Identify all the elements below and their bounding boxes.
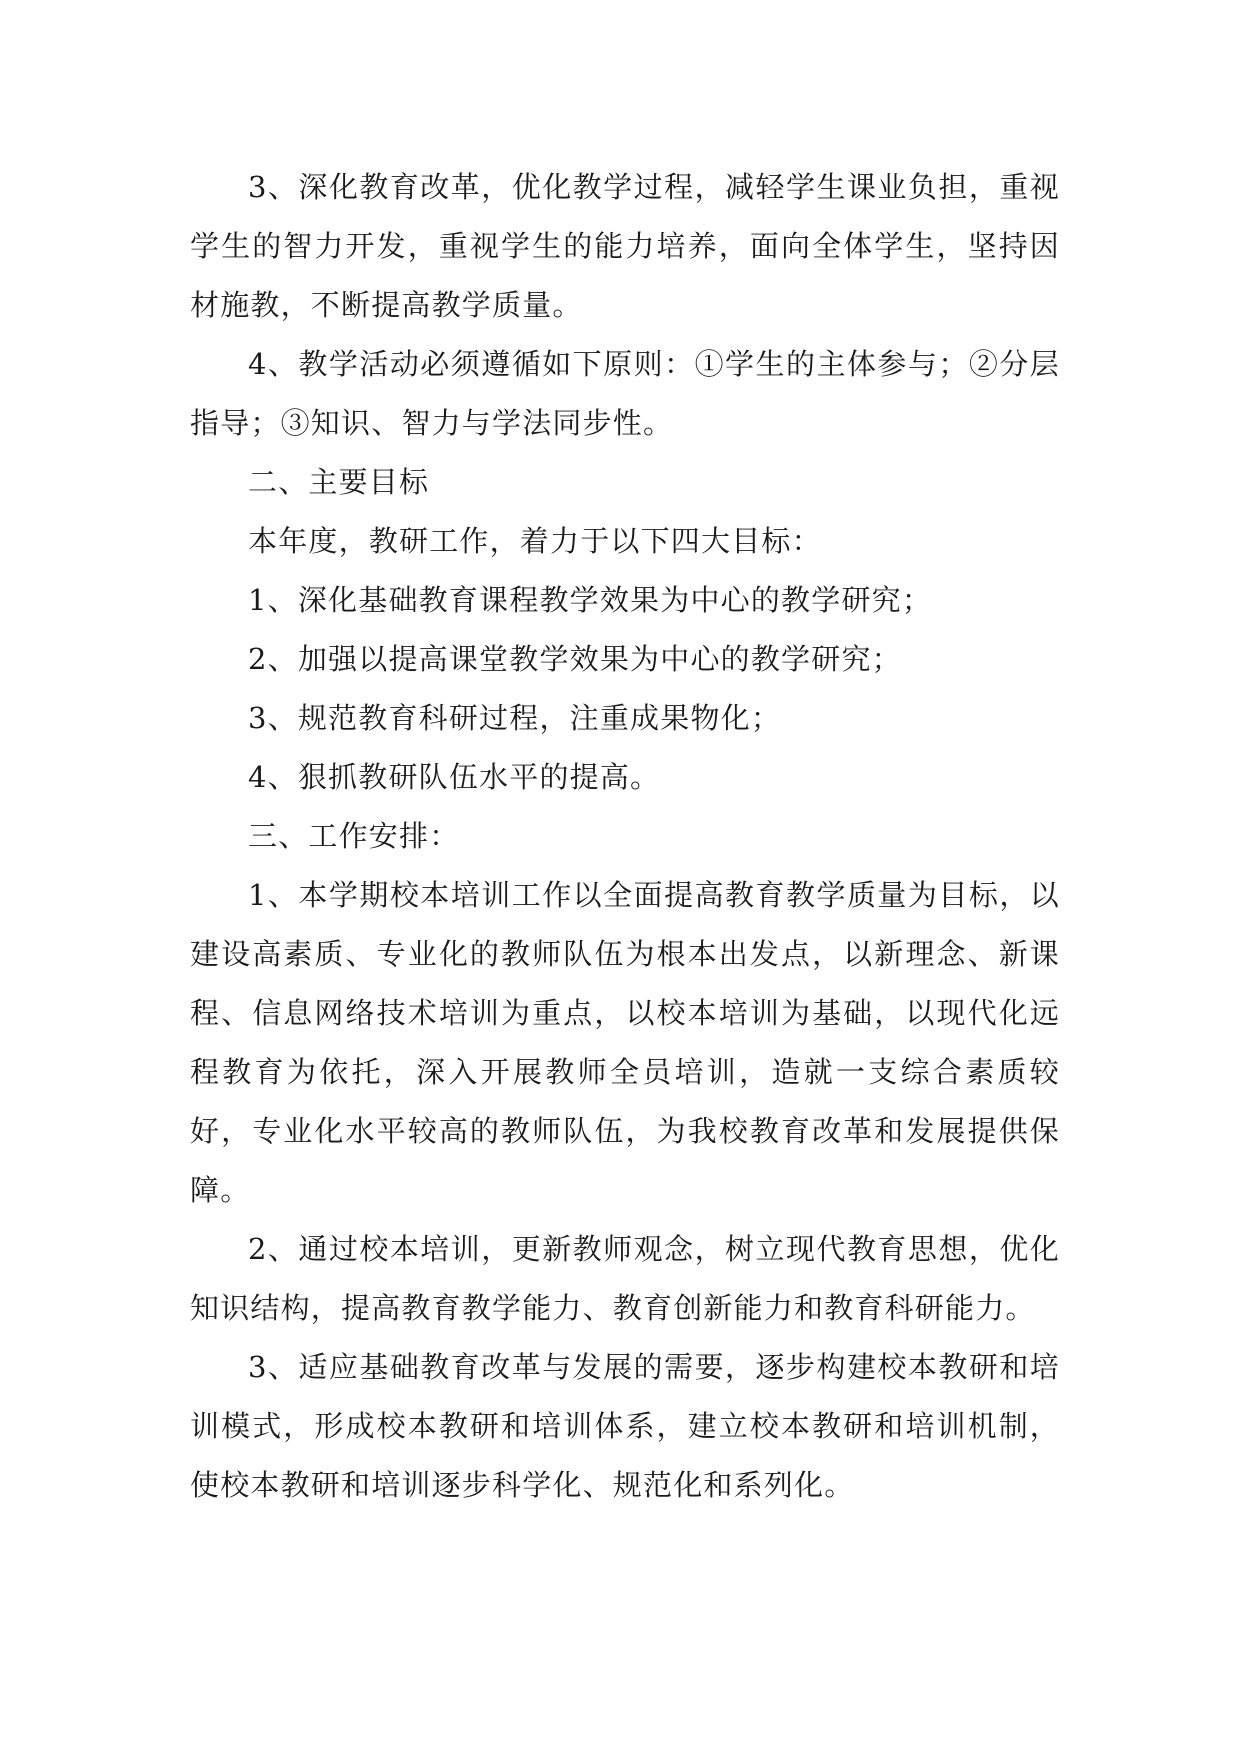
arrangement-item-3: 3、适应基础教育改革与发展的需要，逐步构建校本教研和培训模式，形成校本教研和培训体系，建立校本教研和培训机制，使校本教研和培训逐步科学化、规范化和系列化。 — [190, 1350, 1060, 1502]
paragraph-goals-intro: 本年度，教研工作，着力于以下四大目标： — [248, 524, 822, 558]
arrangement-item-2: 2、通过校本培训，更新教师观念，树立现代教育思想，优化知识结构，提高教育教学能力、教育创新能力和教育科研能力。 — [190, 1232, 1060, 1325]
goal-item-3: 3、规范教育科研过程，注重成果物化； — [248, 701, 782, 735]
goal-item-2: 2、加强以提高课堂教学效果为中心的教学研究； — [248, 642, 902, 676]
section-heading-work-arrangement: 三、工作安排： — [248, 819, 460, 853]
paragraph-principles-point-4: 4、教学活动必须遵循如下原则：①学生的主体参与；②分层指导；③知识、智力与学法同步性。 — [190, 347, 1060, 440]
goal-item-1: 1、深化基础教育课程教学效果为中心的教学研究； — [248, 583, 933, 617]
document-body — [190, 158, 1060, 1515]
goal-item-4: 4、狠抓教研队伍水平的提高。 — [248, 760, 661, 794]
arrangement-item-1: 1、本学期校本培训工作以全面提高教育教学质量为目标，以建设高素质、专业化的教师队伍为根本出发点，以新理念、新课程、信息网络技术培训为重点，以校本培训为基础，以现代化远程教育为依托，深入开展教师全员培训，造就一支综合素质较好，专业化水平较高的教师队伍，为我校教育改革和发展提供保障。 — [190, 878, 1060, 1207]
section-heading-main-goals: 二、主要目标 — [248, 465, 430, 499]
paragraph-reform-point-3: 3、深化教育改革，优化教学过程，减轻学生课业负担，重视学生的智力开发，重视学生的能力培养，面向全体学生，坚持因材施教，不断提高教学质量。 — [190, 170, 1060, 322]
